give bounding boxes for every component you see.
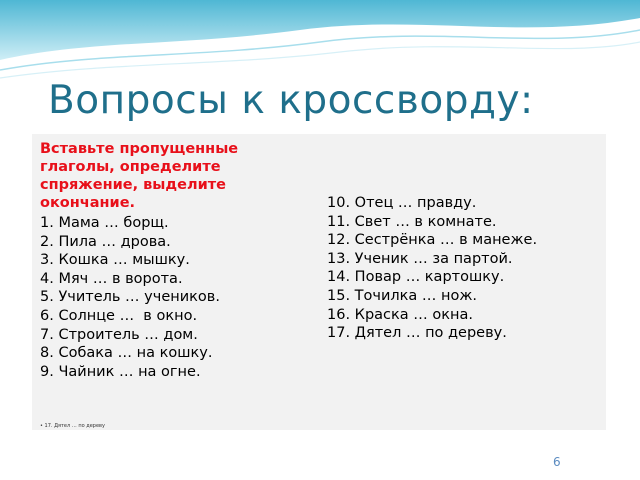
list-item: 8. Собака … на кошку. — [40, 345, 213, 362]
list-item: 1. Мама … борщ. — [40, 215, 169, 231]
instruction-text: Вставьте пропущенные глаголы, определите спряжение, выделите окончание. — [40, 141, 239, 211]
list-item: 14. Повар … картошку. — [327, 269, 505, 286]
list-item: 16. Краска … окна. — [327, 306, 473, 323]
list-item: 11. Свет … в комнате. — [327, 213, 497, 230]
page-number: 6 — [553, 455, 561, 469]
list-item: 4. Мяч … в ворота. — [40, 270, 183, 287]
list-item: 10. Отец … правду. — [327, 195, 477, 211]
questions-list-right — [327, 194, 537, 343]
questions-list-left — [40, 214, 220, 381]
footnote-text: • 17. Дятел … по дереву — [40, 423, 105, 429]
list-item: 17. Дятел … по дереву. — [327, 325, 507, 342]
list-item: 2. Пила … дрова. — [40, 233, 171, 250]
list-item: 12. Сестрёнка … в манеже. — [327, 232, 538, 249]
header-wave-decoration — [0, 0, 640, 90]
list-item: 3. Кошка … мышку. — [40, 252, 190, 269]
list-item: 7. Строитель … дом. — [40, 326, 198, 343]
list-item: 5. Учитель … учеников. — [40, 289, 220, 306]
list-item: 15. Точилка … нож. — [327, 287, 478, 304]
list-item: 9. Чайник … на огне. — [40, 363, 201, 380]
wave-line-3 — [0, 42, 640, 78]
list-item: 6. Солнце … в окно. — [40, 307, 198, 324]
list-item: 13. Ученик … за партой. — [327, 250, 513, 267]
slide-title: Вопросы к кроссворду: — [48, 78, 534, 123]
